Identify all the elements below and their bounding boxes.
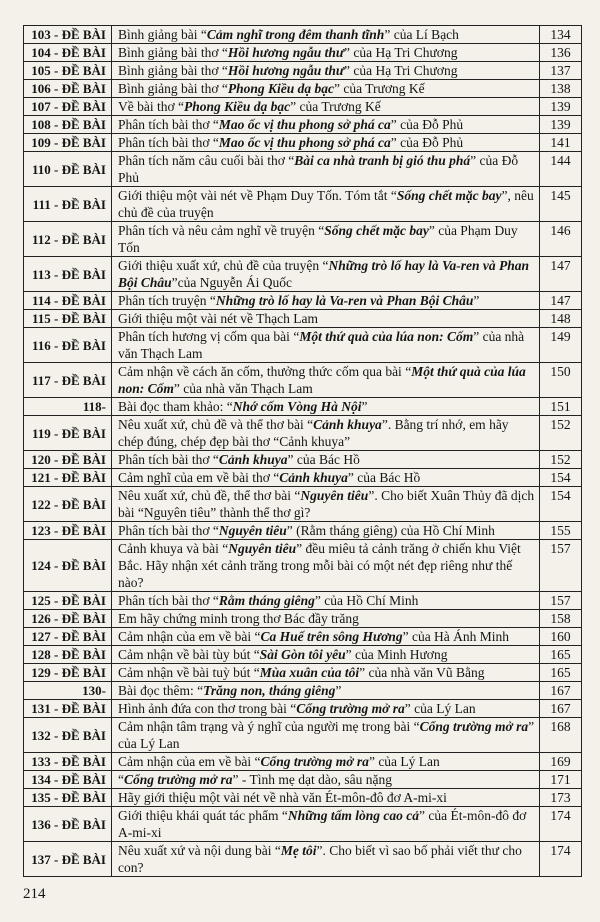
entry-number: 131 - ĐỀ BÀI <box>24 700 112 718</box>
entry-page: 137 <box>540 62 582 80</box>
entry-number: 122 - ĐỀ BÀI <box>24 487 112 522</box>
toc-row <box>24 487 582 522</box>
entry-title-text: của Hạ Tri Chương <box>349 63 458 78</box>
entry-title-text: Phân tích bài thơ <box>118 135 213 150</box>
entry-title-text: Nêu xuất xứ, chủ đề, thể thơ bài <box>118 488 295 503</box>
work-title: Một thứ quà của lúa non: Cốm <box>118 364 526 396</box>
entry-title-text: . Cho biết vì sao bố phải viết thư cho con? <box>118 843 522 875</box>
entry-title-text: Nêu xuất xứ và nội dung bài <box>118 843 275 858</box>
entry-page: 148 <box>540 310 582 328</box>
work-title: Rằm tháng giêng <box>218 593 315 608</box>
entry-title-text: Phân tích bài thơ <box>118 523 213 538</box>
entry-number: 117 - ĐỀ BÀI <box>24 363 112 398</box>
entry-number: 104 - ĐỀ BÀI <box>24 44 112 62</box>
entry-title: Phân tích năm câu cuối bài thơ “Bài ca nhà tranh bị gió thu phá” của Đỗ Phủ <box>112 152 540 187</box>
entry-number: 116 - ĐỀ BÀI <box>24 328 112 363</box>
entry-page: 168 <box>540 718 582 753</box>
entry-page: 138 <box>540 80 582 98</box>
work-title: Cảm nghĩ trong đêm thanh tĩnh <box>206 27 385 42</box>
entry-title-text: Cảm nhận của em về bài <box>118 629 255 644</box>
entry-page: 152 <box>540 416 582 451</box>
entry-title: Cảm nhận về bài tuỳ bút “Mùa xuân của tôi” của nhà văn Vũ Bằng <box>112 664 540 682</box>
work-title: Nguyên tiêu <box>218 523 287 538</box>
toc-row <box>24 257 582 292</box>
entry-page: 155 <box>540 522 582 540</box>
entry-number: 118- <box>24 398 112 416</box>
toc-row <box>24 700 582 718</box>
entry-title: Bình giảng bài thơ “Hồi hương ngẫu thư” của Hạ Tri Chương <box>112 44 540 62</box>
entry-number: 109 - ĐỀ BÀI <box>24 134 112 152</box>
entry-title: Phân tích truyện “Những trò lố hay là Va-ren và Phan Bội Châu” <box>112 292 540 310</box>
toc-row <box>24 789 582 807</box>
entry-title-text: Cảm nghĩ của em về bài thơ <box>118 470 274 485</box>
entry-page: 158 <box>540 610 582 628</box>
work-title: Nguyên tiêu <box>228 541 297 556</box>
toc-row <box>24 592 582 610</box>
toc-row <box>24 682 582 700</box>
toc-row <box>24 540 582 592</box>
entry-title: Nêu xuất xứ và nội dung bài “Mẹ tôi”. Cho biết vì sao bố phải viết thư cho con? <box>112 842 540 877</box>
entry-title-text: của Lí Bạch <box>390 27 459 42</box>
entry-number: 130- <box>24 682 112 700</box>
entry-number: 137 - ĐỀ BÀI <box>24 842 112 877</box>
entry-title-text: Bình giảng bài thơ <box>118 63 222 78</box>
entry-number: 132 - ĐỀ BÀI <box>24 718 112 753</box>
entry-title-text: Phân tích năm câu cuối bài thơ <box>118 153 289 168</box>
work-title: Cổng trường mở ra <box>419 719 529 734</box>
entry-title-text: . Cho biết Xuân Thủy đã dịch bài “Nguyên tiêu” thành thể thơ gì? <box>118 488 535 520</box>
entry-page: 160 <box>540 628 582 646</box>
entry-page: 173 <box>540 789 582 807</box>
toc-row <box>24 469 582 487</box>
work-title: Cổng trường mở ra <box>296 701 405 716</box>
entry-title-text: , nêu chủ đề của truyện <box>118 188 534 220</box>
entry-number: 123 - ĐỀ BÀI <box>24 522 112 540</box>
entry-number: 105 - ĐỀ BÀI <box>24 62 112 80</box>
entry-title: Bình giảng bài thơ “Hồi hương ngẫu thư” của Hạ Tri Chương <box>112 62 540 80</box>
entry-title-text: của Đỗ Phủ <box>396 117 464 132</box>
entry-number: 127 - ĐỀ BÀI <box>24 628 112 646</box>
entry-title-text: (Rằm tháng giêng) của Hồ Chí Minh <box>292 523 495 538</box>
toc-body <box>24 26 582 877</box>
toc-row <box>24 646 582 664</box>
entry-title-text: Bài đọc thêm: <box>118 683 198 698</box>
work-title: Nguyên tiêu <box>300 488 369 503</box>
entry-title-text: của Hà Ánh Minh <box>408 629 510 644</box>
entry-title-text: của Phạm Duy Tốn <box>118 223 518 255</box>
toc-row <box>24 44 582 62</box>
entry-page: 167 <box>540 700 582 718</box>
toc-row <box>24 222 582 257</box>
entry-title: Phân tích bài thơ “Mao ốc vị thu phong sở phá ca” của Đỗ Phủ <box>112 116 540 134</box>
toc-row <box>24 416 582 451</box>
work-title: Bài ca nhà tranh bị gió thu phá <box>294 153 471 168</box>
entry-title-text: Phân tích bài thơ <box>118 593 213 608</box>
entry-title-text: của nhà văn Vũ Bằng <box>365 665 485 680</box>
entry-number: 124 - ĐỀ BÀI <box>24 540 112 592</box>
entry-title: Phân tích bài thơ “Nguyên tiêu” (Rằm tháng giêng) của Hồ Chí Minh <box>112 522 540 540</box>
entry-page: 150 <box>540 363 582 398</box>
entry-title-text: của Hạ Tri Chương <box>349 45 458 60</box>
toc-row <box>24 628 582 646</box>
table-of-contents <box>23 25 582 877</box>
entry-title-text: Cảm nhận của em về bài <box>118 754 255 769</box>
entry-title-text: Bài đọc tham khảo: <box>118 399 227 414</box>
toc-row <box>24 522 582 540</box>
entry-page: 145 <box>540 187 582 222</box>
entry-title-text: của Minh Hương <box>351 647 448 662</box>
toc-row <box>24 98 582 116</box>
entry-title: Bình giảng bài “Cảm nghĩ trong đêm thanh tĩnh” của Lí Bạch <box>112 26 540 44</box>
work-title: Trăng non, tháng giêng <box>203 683 336 698</box>
entry-number: 129 - ĐỀ BÀI <box>24 664 112 682</box>
entry-title-text: Bình giảng bài thơ <box>118 81 222 96</box>
entry-title <box>112 610 540 628</box>
toc-row <box>24 451 582 469</box>
work-title: Cảnh khuya <box>218 452 288 467</box>
work-title: Mẹ tôi <box>280 843 317 858</box>
entry-title-text: Giới thiệu khái quát tác phẩm <box>118 808 282 823</box>
entry-title-text: Phân tích và nêu cảm nghĩ về truyện <box>118 223 319 238</box>
entry-title: Cảm nhận của em về bài “Cổng trường mở ra” của Lý Lan <box>112 753 540 771</box>
work-title: Sống chết mặc bay <box>396 188 502 203</box>
work-title: Phong Kiều dạ bạc <box>184 99 291 114</box>
entry-title: “Cổng trường mở ra” - Tình mẹ dạt dào, sâu nặng <box>112 771 540 789</box>
entry-page: 174 <box>540 842 582 877</box>
toc-row <box>24 363 582 398</box>
entry-title-text: Cảm nhận về bài tùy bút <box>118 647 254 662</box>
entry-number: 113 - ĐỀ BÀI <box>24 257 112 292</box>
entry-title: Về bài thơ “Phong Kiều dạ bạc” của Trương Kế <box>112 98 540 116</box>
work-title: Hồi hương ngẫu thư <box>227 45 344 60</box>
entry-title-text: - Tình mẹ dạt dào, sâu nặng <box>238 772 392 787</box>
work-title: Sài Gòn tôi yêu <box>259 647 346 662</box>
entry-page: 134 <box>540 26 582 44</box>
toc-row <box>24 187 582 222</box>
toc-row <box>24 310 582 328</box>
entry-page: 165 <box>540 664 582 682</box>
entry-title-text: Phân tích bài thơ <box>118 117 213 132</box>
entry-page: 147 <box>540 292 582 310</box>
entry-title: Giới thiệu một vài nét về Phạm Duy Tốn. Tóm tắt “Sống chết mặc bay”, nêu chủ đề của truyện <box>112 187 540 222</box>
entry-number: 126 - ĐỀ BÀI <box>24 610 112 628</box>
entry-number: 136 - ĐỀ BÀI <box>24 807 112 842</box>
entry-page: 167 <box>540 682 582 700</box>
work-title: Cổng trường mở ra <box>260 754 369 769</box>
entry-page: 144 <box>540 152 582 187</box>
toc-row <box>24 771 582 789</box>
entry-title <box>112 789 540 807</box>
entry-title: Phân tích bài thơ “Mao ốc vị thu phong sở phá ca” của Đỗ Phủ <box>112 134 540 152</box>
toc-row <box>24 80 582 98</box>
entry-page: 151 <box>540 398 582 416</box>
toc-row <box>24 610 582 628</box>
entry-title: Cảm nghĩ của em về bài thơ “Cảnh khuya” của Bác Hồ <box>112 469 540 487</box>
entry-title: Cảm nhận về cách ăn cốm, thưởng thức cốm qua bài “Một thứ quà của lúa non: Cốm” của nhà văn Thạch Lam <box>112 363 540 398</box>
entry-title: Phân tích bài thơ “Cảnh khuya” của Bác Hồ <box>112 451 540 469</box>
entry-number: 133 - ĐỀ BÀI <box>24 753 112 771</box>
entry-title-text: Hãy giới thiệu một vài nét về nhà văn Ét-môn-đô đơ A-mi-xi <box>118 790 447 805</box>
toc-row <box>24 152 582 187</box>
work-title: Những trò lố hay là Va-ren và Phan Bội Châu <box>215 293 474 308</box>
entry-title: Cảm nhận về bài tùy bút “Sài Gòn tôi yêu” của Minh Hương <box>112 646 540 664</box>
entry-title-text: của Trương Kế <box>296 99 381 114</box>
toc-row <box>24 328 582 363</box>
work-title: Cổng trường mở ra <box>124 772 233 787</box>
entry-title: Hình ảnh đứa con thơ trong bài “Cổng trường mở ra” của Lý Lan <box>112 700 540 718</box>
work-title: Mao ốc vị thu phong sở phá ca <box>218 135 391 150</box>
entry-title: Cảm nhận tâm trạng và ý nghĩ của người mẹ trong bài “Cổng trường mở ra” của Lý Lan <box>112 718 540 753</box>
entry-number: 115 - ĐỀ BÀI <box>24 310 112 328</box>
entry-number: 119 - ĐỀ BÀI <box>24 416 112 451</box>
entry-number: 121 - ĐỀ BÀI <box>24 469 112 487</box>
entry-title-text: Giới thiệu một vài nét về Phạm Duy Tốn. Tóm tắt <box>118 188 391 203</box>
work-title: Phong Kiều dạ bạc <box>227 81 335 96</box>
entry-number: 112 - ĐỀ BÀI <box>24 222 112 257</box>
entry-title: Phân tích bài thơ “Rằm tháng giêng” của Hồ Chí Minh <box>112 592 540 610</box>
entry-number: 106 - ĐỀ BÀI <box>24 80 112 98</box>
work-title: Cảnh khuya <box>279 470 348 485</box>
entry-title-text: đều miêu tả cảnh trăng ở chiến khu Việt Bắc. Hãy nhận xét cảnh trăng trong mỗi bài có một nét đẹp riêng như thế nào? <box>118 541 521 590</box>
entry-title-text: của Ét-môn-đô đơ A-mi-xi <box>118 808 527 840</box>
entry-page: 174 <box>540 807 582 842</box>
entry-title-text: của Nguyễn Ái Quốc <box>177 275 292 290</box>
entry-title-text: của nhà văn Thạch Lam <box>118 329 525 361</box>
entry-page: 141 <box>540 134 582 152</box>
entry-title: Cảnh khuya và bài “Nguyên tiêu” đều miêu tả cảnh trăng ở chiến khu Việt Bắc. Hãy nhận xét cảnh trăng trong mỗi bài có một nét đẹp riêng như thế nào? <box>112 540 540 592</box>
entry-title: Bài đọc thêm: “Trăng non, tháng giêng” <box>112 682 540 700</box>
entry-number: 107 - ĐỀ BÀI <box>24 98 112 116</box>
entry-page: 146 <box>540 222 582 257</box>
work-title: Mùa xuân của tôi <box>259 665 360 680</box>
entry-title-text: của Bác Hồ <box>293 452 360 467</box>
entry-title-text: Giới thiệu một vài nét về Thạch Lam <box>118 311 318 326</box>
entry-title: Nêu xuất xứ, chủ đề, thể thơ bài “Nguyên tiêu”. Cho biết Xuân Thủy đã dịch bài “Nguyên tiêu” thành thể thơ gì? <box>112 487 540 522</box>
entry-number: 108 - ĐỀ BÀI <box>24 116 112 134</box>
entry-page: 139 <box>540 98 582 116</box>
toc-row <box>24 292 582 310</box>
entry-title-text: của nhà văn Thạch Lam <box>179 381 313 396</box>
entry-title-text: Phân tích bài thơ <box>118 452 213 467</box>
work-title: Một thứ quà của lúa non: Cốm <box>299 329 474 344</box>
entry-title: Bài đọc tham khảo: “Nhớ cốm Vòng Hà Nội” <box>112 398 540 416</box>
work-title: Mao ốc vị thu phong sở phá ca <box>218 117 391 132</box>
entry-title-text: của Bác Hồ <box>353 470 421 485</box>
entry-title: Giới thiệu xuất xứ, chủ đề của truyện “Những trò lố hay là Va-ren và Phan Bội Châu”của Nguyễn Ái Quốc <box>112 257 540 292</box>
entry-number: 114 - ĐỀ BÀI <box>24 292 112 310</box>
entry-page: 154 <box>540 469 582 487</box>
work-title: Hồi hương ngẫu thư <box>227 63 344 78</box>
entry-title-text: của Đỗ Phủ <box>118 153 519 185</box>
page-number: 214 <box>23 886 46 902</box>
toc-row <box>24 753 582 771</box>
entry-number: 134 - ĐỀ BÀI <box>24 771 112 789</box>
toc-row <box>24 842 582 877</box>
entry-page: 154 <box>540 487 582 522</box>
entry-title-text: Cảnh khuya và bài <box>118 541 223 556</box>
entry-page: 169 <box>540 753 582 771</box>
entry-title: Nêu xuất xứ, chủ đề và thể thơ bài “Cảnh khuya”. Bằng trí nhớ, em hãy chép đúng, chép đẹp bài thơ “Cảnh khuya” <box>112 416 540 451</box>
work-title: Sống chết mặc bay <box>324 223 429 238</box>
entry-title-text: của Đỗ Phủ <box>396 135 464 150</box>
entry-title-text: của Trương Kế <box>340 81 425 96</box>
entry-title <box>112 310 540 328</box>
entry-title: Giới thiệu khái quát tác phẩm “Những tấm lòng cao cả” của Ét-môn-đô đơ A-mi-xi <box>112 807 540 842</box>
toc-row <box>24 664 582 682</box>
entry-number: 110 - ĐỀ BÀI <box>24 152 112 187</box>
entry-number: 120 - ĐỀ BÀI <box>24 451 112 469</box>
entry-title: Bình giảng bài thơ “Phong Kiều dạ bạc” của Trương Kế <box>112 80 540 98</box>
entry-number: 125 - ĐỀ BÀI <box>24 592 112 610</box>
entry-title-text: của Lý Lan <box>118 736 180 751</box>
entry-page: 149 <box>540 328 582 363</box>
entry-title-text: Phân tích truyện <box>118 293 210 308</box>
entry-title-text: Giới thiệu xuất xứ, chủ đề của truyện <box>118 258 323 273</box>
entry-title-text: Hình ảnh đứa con thơ trong bài <box>118 701 291 716</box>
entry-page: 165 <box>540 646 582 664</box>
entry-title-text: . Bằng trí nhớ, em hãy chép đúng, chép đẹp bài thơ “Cảnh khuya” <box>118 417 509 449</box>
toc-row <box>24 26 582 44</box>
entry-title-text: Cảm nhận tâm trạng và ý nghĩ của người mẹ trong bài <box>118 719 414 734</box>
entry-number: 135 - ĐỀ BÀI <box>24 789 112 807</box>
entry-title-text: Nêu xuất xứ, chủ đề và thể thơ bài <box>118 417 308 432</box>
work-title: Ca Huế trên sông Hương <box>260 629 403 644</box>
toc-row <box>24 398 582 416</box>
entry-title-text: Bình giảng bài thơ <box>118 45 222 60</box>
entry-title-text: của Lý Lan <box>374 754 440 769</box>
toc-row <box>24 134 582 152</box>
entry-page: 171 <box>540 771 582 789</box>
entry-title-text: Về bài thơ <box>118 99 178 114</box>
entry-title-text: Cảm nhận về bài tuỳ bút <box>118 665 254 680</box>
entry-title: Phân tích và nêu cảm nghĩ về truyện “Sống chết mặc bay” của Phạm Duy Tốn <box>112 222 540 257</box>
entry-page: 157 <box>540 540 582 592</box>
entry-number: 103 - ĐỀ BÀI <box>24 26 112 44</box>
entry-page: 157 <box>540 592 582 610</box>
entry-page: 147 <box>540 257 582 292</box>
entry-title: Cảm nhận của em về bài “Ca Huế trên sông Hương” của Hà Ánh Minh <box>112 628 540 646</box>
entry-title-text: của Lý Lan <box>410 701 476 716</box>
entry-page: 136 <box>540 44 582 62</box>
entry-page: 139 <box>540 116 582 134</box>
entry-number: 111 - ĐỀ BÀI <box>24 187 112 222</box>
entry-title-text: của Hồ Chí Minh <box>320 593 419 608</box>
work-title: Những trò lố hay là Va-ren và Phan Bội Châu <box>118 258 530 290</box>
toc-row <box>24 62 582 80</box>
entry-page: 152 <box>540 451 582 469</box>
entry-title-text: Bình giảng bài <box>118 27 201 42</box>
work-title: Những tấm lòng cao cả <box>287 808 419 823</box>
toc-row <box>24 807 582 842</box>
entry-title-text: Cảm nhận về cách ăn cốm, thưởng thức cốm qua bài <box>118 364 406 379</box>
entry-title: Phân tích hương vị cốm qua bài “Một thứ quà của lúa non: Cốm” của nhà văn Thạch Lam <box>112 328 540 363</box>
work-title: Cảnh khuya <box>313 417 382 432</box>
entry-number: 128 - ĐỀ BÀI <box>24 646 112 664</box>
work-title: Nhớ cốm Vòng Hà Nội <box>232 399 362 414</box>
toc-row <box>24 718 582 753</box>
toc-row <box>24 116 582 134</box>
entry-title-text: Phân tích hương vị cốm qua bài <box>118 329 294 344</box>
entry-title-text: Em hãy chứng minh trong thơ Bác đầy trăng <box>118 611 359 626</box>
